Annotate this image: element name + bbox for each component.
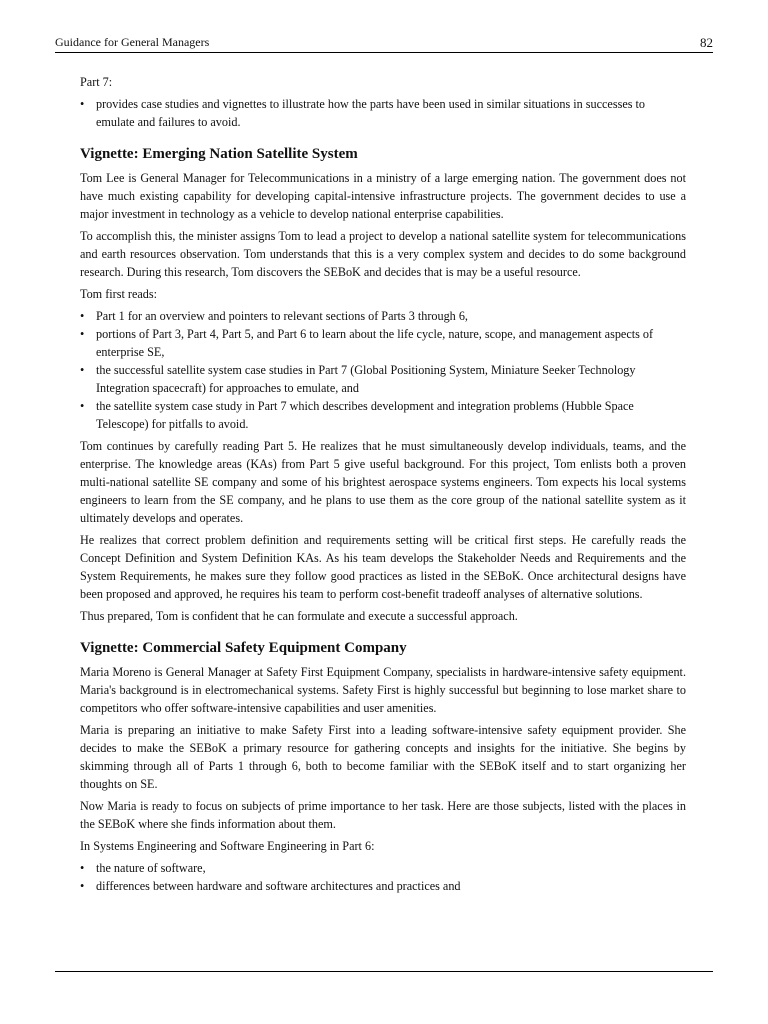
- footer-rule: [55, 971, 713, 972]
- paragraph: Now Maria is ready to focus on subjects of prime importance to her task. Here are those subjects, listed with the places in the SEBoK where she finds information about them.: [80, 799, 686, 831]
- bullet-icon: •: [80, 363, 85, 377]
- list-item: [80, 361, 686, 397]
- vignette1-bullet-list: [80, 307, 686, 433]
- bullet-icon: •: [80, 879, 85, 893]
- paragraph: Tom Lee is General Manager for Telecommunications in a ministry of a large emerging nation. The government does not have much existing capability for developing capital-intensive infrastructure projects. The government decides to use a major investment in technology as a vehicle to develop national enterprise capabilities.: [80, 171, 686, 221]
- running-title: Guidance for General Managers: [55, 35, 210, 49]
- list-item-text: differences between hardware and software architectures and practices and: [96, 879, 461, 893]
- paragraph: In Systems Engineering and Software Engineering in Part 6:: [80, 839, 375, 853]
- vignette1-heading: Vignette: Emerging Nation Satellite System: [80, 146, 358, 162]
- list-item-text: the nature of software,: [96, 861, 206, 875]
- paragraph: Maria Moreno is General Manager at Safety First Equipment Company, specialists in hardware-intensive safety equipment. Maria's background is in electromechanical systems. Safety First is highly successful but beginning to lose market share to competitors who offer software-intensive capabilities and user amenities.: [80, 665, 686, 715]
- list-item: [80, 307, 686, 325]
- list-item: [80, 859, 686, 877]
- intro-bullet-list: [80, 95, 686, 131]
- vignette2-heading: Vignette: Commercial Safety Equipment Company: [80, 640, 407, 656]
- paragraph: Tom continues by carefully reading Part 5. He realizes that he must simultaneously develop individuals, teams, and the enterprise. The knowledge areas (KAs) from Part 5 give useful background. For this project, Tom enlists both a proven multi-national satellite SE company and some of his brightest aerospace systems engineers. Tom expects his local systems engineers to learn from the SE company, and he plans to use them as the core group of the national satellite system as it ultimately develops and operates.: [80, 439, 686, 525]
- page-content: [80, 73, 686, 899]
- paragraph: Maria is preparing an initiative to make Safety First into a leading software-intensive safety equipment provider. She decides to make the SEBoK a primary resource for gathering concepts and insights for the initiative. She begins by skimming through all of Parts 1 through 6, both to become familiar with the SEBoK itself and to start organizing her thoughts on SE.: [80, 723, 686, 791]
- paragraph: Thus prepared, Tom is confident that he can formulate and execute a successful approach.: [80, 609, 518, 623]
- list-item-text: Part 1 for an overview and pointers to relevant sections of Parts 3 through 6,: [96, 309, 468, 323]
- page-number: 82: [700, 35, 713, 50]
- list-item-text: provides case studies and vignettes to illustrate how the parts have been used in similar situations in successes to emulate and failures to avoid.: [96, 97, 645, 129]
- paragraph: To accomplish this, the minister assigns Tom to lead a project to develop a national satellite system for telecommunications and earth resources observation. Tom understands that this is a very complex system and decides to do some background research. During this research, Tom discovers the SEBoK and decides that is may be a useful resource.: [80, 229, 686, 279]
- bullet-icon: •: [80, 97, 85, 111]
- bullet-icon: •: [80, 861, 85, 875]
- bullet-icon: •: [80, 309, 85, 323]
- part-label: Part 7:: [80, 75, 113, 89]
- list-item: [80, 877, 686, 895]
- list-item-text: the successful satellite system case studies in Part 7 (Global Positioning System, Miniature Seeker Technology Integration spacecraft) for approaches to emulate, and: [96, 363, 636, 395]
- page-header: [55, 30, 713, 53]
- paragraph: Tom first reads:: [80, 287, 157, 301]
- list-item: [80, 325, 686, 361]
- paragraph: He realizes that correct problem definition and requirements setting will be critical first steps. He carefully reads the Concept Definition and System Definition KAs. As his team develops the Stakeholder Needs and Requirements and the System Requirements, he makes sure they follow good practices as listed in the SEBoK. Once architectural designs have been proposed and approved, he requires his team to perform cost-benefit tradeoff analyses of alternative solutions.: [80, 533, 686, 601]
- list-item: [80, 397, 686, 433]
- list-item-text: the satellite system case study in Part 7 which describes development and integration problems (Hubble Space Telescope) for pitfalls to avoid.: [96, 399, 634, 431]
- bullet-icon: •: [80, 399, 85, 413]
- list-item: [80, 95, 686, 131]
- list-item-text: portions of Part 3, Part 4, Part 5, and Part 6 to learn about the life cycle, nature, scope, and management aspects of enterprise SE,: [96, 327, 654, 359]
- vignette2-bullet-list: [80, 859, 686, 895]
- bullet-icon: •: [80, 327, 85, 341]
